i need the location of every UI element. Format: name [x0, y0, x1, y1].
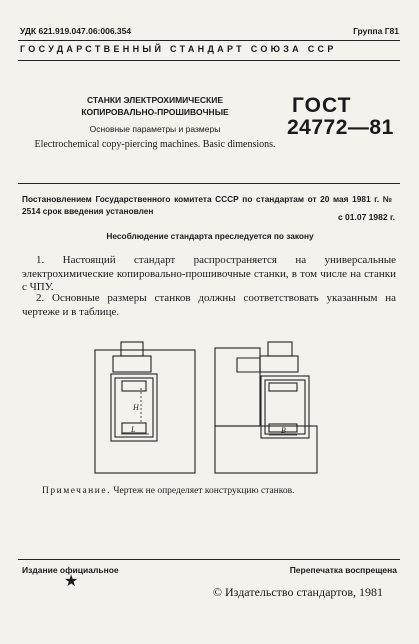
footer-rule — [18, 559, 400, 560]
drawing-note — [42, 486, 392, 496]
standard-union-banner: ГОСУДАРСТВЕННЫЙ СТАНДАРТ СОЮЗА ССР — [20, 44, 337, 54]
official-edition: Издание официальное — [22, 565, 119, 575]
title-ru — [70, 94, 240, 118]
gost-number: 24772—81 — [287, 116, 394, 139]
title-ru-line1: СТАНКИ ЭЛЕКТРОХИМИЧЕСКИЕ — [86, 95, 224, 105]
decree-text: Постановлением Государственного комитета СССР по стандартам от 20 мая 1981 г. № 2514 срок введения установлен — [22, 194, 392, 216]
right-electrode — [269, 383, 297, 391]
left-frame — [95, 350, 195, 473]
banner-rule — [18, 60, 400, 61]
note-text: Чертеж не определяет конструкцию станков. — [110, 486, 295, 496]
left-electrode — [122, 381, 146, 391]
label-h: H — [133, 403, 139, 412]
label-l: L — [131, 425, 136, 434]
publisher: © Издательство стандартов, 1981 — [212, 585, 383, 599]
note-label: Примечание. — [42, 486, 111, 496]
udk-code: УДК 621.919.047.06:006.354 — [20, 26, 132, 36]
paragraph-2: 2. Основные размеры станков должны соответствовать указанным на чертеже и в таблице. — [22, 292, 396, 318]
section-rule — [18, 183, 400, 184]
title-en: Electrochemical copy-piercing machines. Basic dimensions. — [34, 139, 276, 150]
right-arm — [237, 358, 260, 372]
introduction-date: с 01.07 1982 г. — [337, 212, 395, 222]
reprint-prohibited: Перепечатка воспрещена — [289, 565, 397, 575]
right-head — [260, 356, 298, 372]
left-spindle — [121, 342, 143, 356]
title-ru-line2: КОПИРОВАЛЬНО-ПРОШИВОЧНЫЕ — [81, 107, 229, 117]
gost-label: ГОСТ — [292, 94, 352, 117]
top-rule — [18, 40, 400, 41]
violation-notice: Несоблюдение стандарта преследуется по закону — [106, 231, 314, 241]
machine-drawing — [85, 338, 335, 478]
right-spindle — [268, 342, 292, 356]
group-code: Группа Г81 — [353, 26, 399, 36]
subtitle-ru: Основные параметры и размеры — [89, 124, 221, 134]
label-b: B — [281, 426, 286, 435]
right-base — [215, 426, 317, 473]
paragraph-1: 1. Настоящий стандарт распространяется на универсальные электрохимические копировально-прошивочные станки, в том числе на станки с ЧПУ. — [22, 254, 396, 293]
left-head — [113, 356, 151, 372]
star-icon: ★ — [64, 573, 79, 590]
